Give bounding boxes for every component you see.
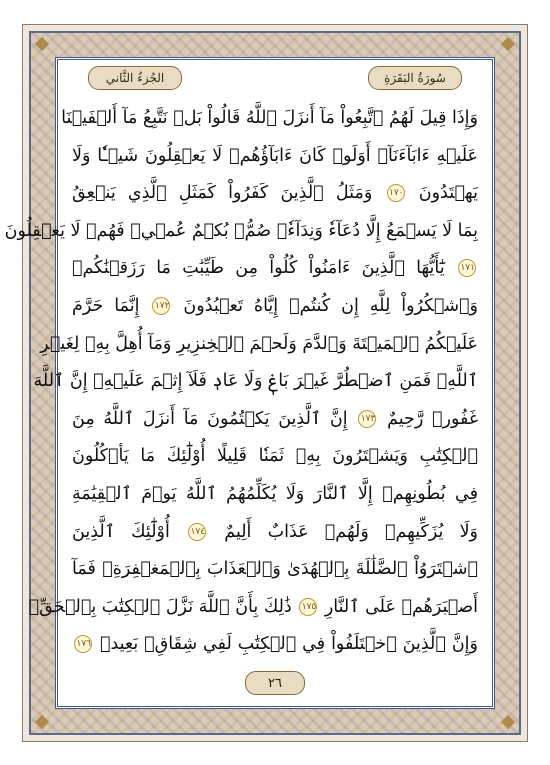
ayah-number-marker: ١٧٢ [152,297,170,315]
text-line [4,213,478,251]
text-line [28,589,478,627]
corner-ornament [35,37,49,51]
text-line [72,476,478,514]
text-line [72,438,478,476]
verse-text: عَلَيۡهِ ءَابَآءَنَآۚ أَوَلَوۡ كَانَ ءَابَآؤُهُمۡ لَا يَعۡقِلُونَ شَيۡـٔٗا وَلَا [72,145,478,166]
verse-text: ٱشۡتَرَوُاْ ٱلضَّلَٰلَةَ بِٱلۡهُدَىٰ وَٱلۡعَذَابَ بِٱلۡمَغۡفِرَةِۚ فَمَآ [72,559,478,580]
verse-text: غَفُورٞ رَّحِيمٌ [387,408,478,429]
quran-text [4,100,478,656]
text-frame [4,57,495,709]
page-footer [58,670,492,696]
text-line [72,175,478,213]
ayah-number-marker: ١٧٠ [387,184,405,202]
verse-text: وَٱشۡكُرُواْ لِلَّهِ إِن كُنتُمۡ إِيَّاهُ تَعۡبُدُونَ [183,295,478,316]
ayah-number-marker: ١٧٥ [299,598,317,616]
text-line [33,363,478,401]
text-line [72,514,478,552]
verse-text: ذَٰلِكَ بِأَنَّ ٱللَّهَ نَزَّلَ ٱلۡكِتَٰبَ بِٱلۡحَقِّۗ [28,596,292,617]
corner-ornament [501,715,515,729]
corner-ornament [501,37,515,51]
text-line [72,250,478,288]
verse-text: إِنَّ ٱلَّذِينَ يَكۡتُمُونَ مَآ أَنزَلَ ٱللَّهُ مِنَ [72,408,348,429]
verse-text: وَلَا يُزَكِّيهِمۡ وَلَهُمۡ عَذَابٌ أَلِيمٌ [224,521,478,542]
mushaf-page [4,24,528,742]
verse-text: بِمَا لَا يَسۡمَعُ إِلَّا دُعَآءٗ وَنِدَآءٗۚ صُمُّۢ بُكۡمٌ عُمۡيٞ فَهُمۡ لَا يَعۡقِلُونَ [4,220,478,241]
ayah-number-marker: ١٧٦ [74,635,92,653]
verse-text: ٱلۡكِتَٰبِ وَيَشۡتَرُونَ بِهِۦ ثَمَنٗا قَلِيلًا أُوْلَٰٓئِكَ مَا يَأۡكُلُونَ [72,446,478,467]
text-line [72,551,478,589]
ayah-number-marker: ١٧٤ [188,523,206,541]
verse-text: ٱللَّهِۖ فَمَنِ ٱضۡطُرَّ غَيۡرَ بَاغٖ وَلَا عَادٖ فَلَآ إِثۡمَ عَلَيۡهِۚ إِنَّ ٱللَّهَ [33,371,478,392]
text-line [72,626,478,664]
text-line [72,138,478,176]
verse-text: وَإِذَا قِيلَ لَهُمُ ٱتَّبِعُواْ مَآ أَنزَلَ ٱللَّهُ قَالُواْ بَلۡ نَتَّبِعُ مَآ أَلۡفَيۡنَا [61,108,478,128]
verse-text: عَلَيۡكُمُ ٱلۡمَيۡتَةَ وَٱلدَّمَ وَلَحۡمَ ٱلۡخِنزِيرِ وَمَآ أُهِلَّ بِهِۦ لِغَيۡرِ [40,333,478,354]
verse-text: فِي بُطُونِهِمۡ إِلَّا ٱلنَّارَ وَلَا يُكَلِّمُهُمُ ٱللَّهُ يَوۡمَ ٱلۡقِيَٰمَةِ [72,483,478,504]
corner-ornament [35,715,49,729]
page-header [58,60,492,96]
surah-label: سُورَةُ البَقَرَةِ [368,66,462,90]
text-line [72,288,478,326]
text-line [61,100,478,138]
text-line [40,326,478,364]
verse-text: أُوْلَٰٓئِكَ ٱلَّذِينَ [72,521,170,542]
verse-text: أَصۡبَرَهُمۡ عَلَى ٱلنَّارِ [324,596,478,617]
page-number: ٢٦ [245,671,305,695]
verse-text: يَٰٓأَيُّهَا ٱلَّذِينَ ءَامَنُواْ كُلُواْ مِن طَيِّبَٰتِ مَا رَزَقۡنَٰكُمۡ [72,258,445,279]
ayah-number-marker: ١٧٣ [358,410,376,428]
verse-text: وَمَثَلُ ٱلَّذِينَ كَفَرُواْ كَمَثَلِ ٱلَّذِي يَنۡعِقُ [72,183,373,204]
ayah-number-marker: ١٧١ [458,259,476,277]
text-line [72,401,478,439]
verse-text: يَهۡتَدُونَ [418,183,478,204]
ornamental-border [4,31,521,735]
juz-label: الجُزءُ الثَّاني [88,66,182,90]
verse-text: إِنَّمَا حَرَّمَ [72,295,140,316]
verse-text: وَإِنَّ ٱلَّذِينَ ٱخۡتَلَفُواْ فِي ٱلۡكِتَٰبِ لَفِي شِقَاقِۭ بَعِيدٖ [99,634,478,655]
